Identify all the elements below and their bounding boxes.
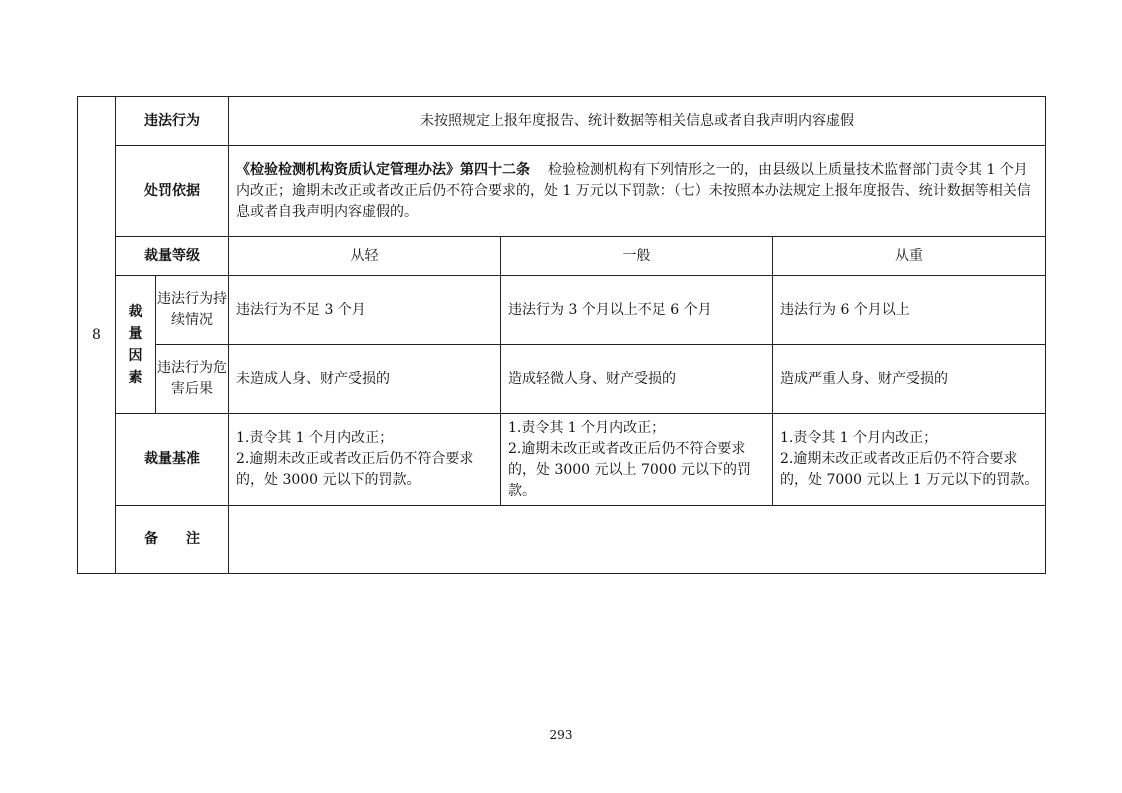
level-lenient: 从轻 [229, 237, 501, 276]
factor-row-duration [78, 276, 1046, 345]
standard-row [78, 414, 1046, 506]
standard-severe-line2: 2.逾期未改正或者改正后仍不符合要求的，处 7000 元以上 1 万元以下的罚款。 [780, 451, 1039, 488]
levels-row [78, 237, 1046, 276]
violation-text: 未按照规定上报年度报告、统计数据等相关信息或者自我声明内容虚假 [229, 97, 1046, 146]
standard-general [501, 414, 773, 506]
basis-text: 检验检测机构有下列情形之一的，由县级以上质量技术监督部门责令其 1 个月内改正；逾期未改正或者改正后仍不符合要求的，处 1 万元以下罚款：（七）未按照本办法规定上报年度报告、统计数据等相关信息或者自我声明内容虚假的。 [236, 161, 1031, 220]
remarks-content [229, 506, 1046, 574]
standard-lenient [229, 414, 501, 506]
penalty-discretion-table [77, 96, 1046, 574]
factor-row-harm [78, 345, 1046, 414]
standard-lenient-line1: 1.责令其 1 个月内改正； [236, 430, 394, 446]
standard-lenient-line2: 2.逾期未改正或者改正后仍不符合要求的，处 3000 元以下的罚款。 [236, 451, 474, 488]
violation-label: 违法行为 [116, 97, 229, 146]
factor-duration-general: 违法行为 3 个月以上不足 6 个月 [501, 276, 773, 345]
factors-label-cell [116, 276, 156, 414]
standard-label: 裁量基准 [116, 414, 229, 506]
factors-label: 裁量因素 [128, 303, 143, 386]
factor-duration-severe: 违法行为 6 个月以上 [773, 276, 1046, 345]
basis-row [78, 146, 1046, 237]
law-article: 第四十二条 [460, 161, 530, 178]
level-severe: 从重 [773, 237, 1046, 276]
factor-duration-lenient: 违法行为不足 3 个月 [229, 276, 501, 345]
remarks-row [78, 506, 1046, 574]
basis-label: 处罚依据 [116, 146, 229, 237]
violation-row [78, 97, 1046, 146]
remarks-label: 备注 [144, 531, 228, 547]
factor-harm-label: 违法行为危害后果 [156, 345, 229, 414]
page-number: 293 [549, 728, 573, 742]
factor-harm-severe: 造成严重人身、财产受损的 [773, 345, 1046, 414]
standard-severe [773, 414, 1046, 506]
factor-harm-lenient: 未造成人身、财产受损的 [229, 345, 501, 414]
levels-label: 裁量等级 [116, 237, 229, 276]
factor-duration-label: 违法行为持续情况 [156, 276, 229, 345]
factor-harm-general: 造成轻微人身、财产受损的 [501, 345, 773, 414]
law-title: 《检验检测机构资质认定管理办法》 [236, 161, 460, 178]
standard-severe-line1: 1.责令其 1 个月内改正； [780, 430, 938, 446]
basis-content [229, 146, 1046, 237]
row-number: 8 [78, 97, 116, 574]
standard-general-line1: 1.责令其 1 个月内改正； [508, 419, 666, 436]
level-general: 一般 [501, 237, 773, 276]
remarks-label-cell [116, 506, 229, 574]
standard-general-line2: 2.逾期未改正或者改正后仍不符合要求的，处 3000 元以上 7000 元以下的罚款。 [508, 440, 752, 499]
